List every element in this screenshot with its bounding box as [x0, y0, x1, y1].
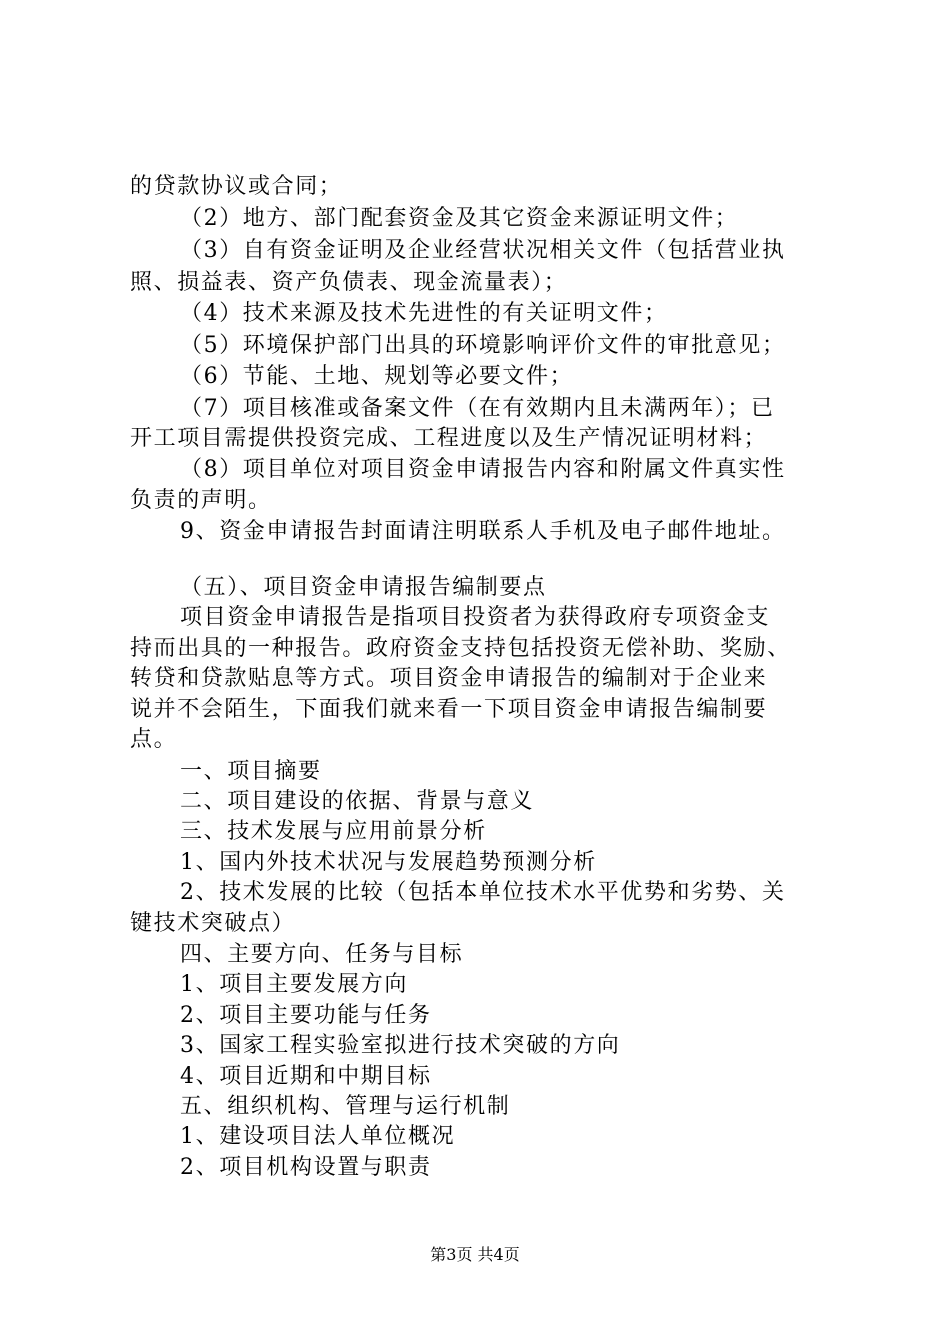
body-text-line: （2）地方、部门配套资金及其它资金来源证明文件； [180, 206, 739, 231]
outline-item: 1、项目主要发展方向 [180, 972, 408, 997]
outline-item: 键技术突破点） [130, 911, 296, 936]
body-text-line: 持而出具的一种报告。政府资金支持包括投资无偿补助、奖励、 [130, 636, 791, 661]
outline-item: 4、项目近期和中期目标 [180, 1064, 432, 1089]
body-text-line: 转贷和贷款贴息等方式。项目资金申请报告的编制对于企业来 [130, 666, 768, 691]
body-text-line: 9、资金申请报告封面请注明联系人手机及电子邮件地址。 [180, 519, 786, 544]
body-text-line: （3）自有资金证明及企业经营状况相关文件（包括营业执 [180, 238, 786, 263]
body-text-line: 开工项目需提供投资完成、工程进度以及生产情况证明材料； [130, 426, 768, 451]
outline-item: 3、国家工程实验室拟进行技术突破的方向 [180, 1033, 621, 1058]
body-text-line: 说并不会陌生，下面我们就来看一下项目资金申请报告编制要 [130, 697, 768, 722]
outline-item: 1、国内外技术状况与发展趋势预测分析 [180, 850, 597, 875]
outline-item: 三、技术发展与应用前景分析 [180, 819, 487, 844]
outline-item: 一、项目摘要 [180, 759, 322, 784]
section-heading: （五）、项目资金申请报告编制要点 [180, 575, 547, 600]
body-text-line: 项目资金申请报告是指项目投资者为获得政府专项资金支 [180, 605, 771, 630]
body-text-line: 照、损益表、资产负债表、现金流量表）； [130, 270, 568, 295]
body-text-line: 的贷款协议或合同； [130, 174, 343, 199]
outline-item: 2、项目机构设置与职责 [180, 1155, 432, 1180]
outline-item: 五、组织机构、管理与运行机制 [180, 1094, 511, 1119]
outline-item: 二、项目建设的依据、背景与意义 [180, 789, 535, 814]
outline-item: 1、建设项目法人单位概况 [180, 1124, 456, 1149]
outline-item: 2、项目主要功能与任务 [180, 1003, 432, 1028]
page-footer: 第3页 共4页 [430, 1245, 520, 1264]
body-text-line: （5）环境保护部门出具的环境影响评价文件的审批意见； [180, 333, 786, 358]
outline-item: 四、主要方向、任务与目标 [180, 942, 464, 967]
body-text-line: （7）项目核准或备案文件（在有效期内且未满两年）；已 [180, 396, 775, 421]
body-text-line: （6）节能、土地、规划等必要文件； [180, 364, 574, 389]
body-text-line: （8）项目单位对项目资金申请报告内容和附属文件真实性 [180, 457, 786, 482]
outline-item: 2、技术发展的比较（包括本单位技术水平优势和劣势、关 [180, 880, 786, 905]
body-text-line: （4）技术来源及技术先进性的有关证明文件； [180, 301, 668, 326]
body-text-line: 点。 [130, 727, 178, 752]
body-text-line: 负责的声明。 [130, 488, 272, 513]
